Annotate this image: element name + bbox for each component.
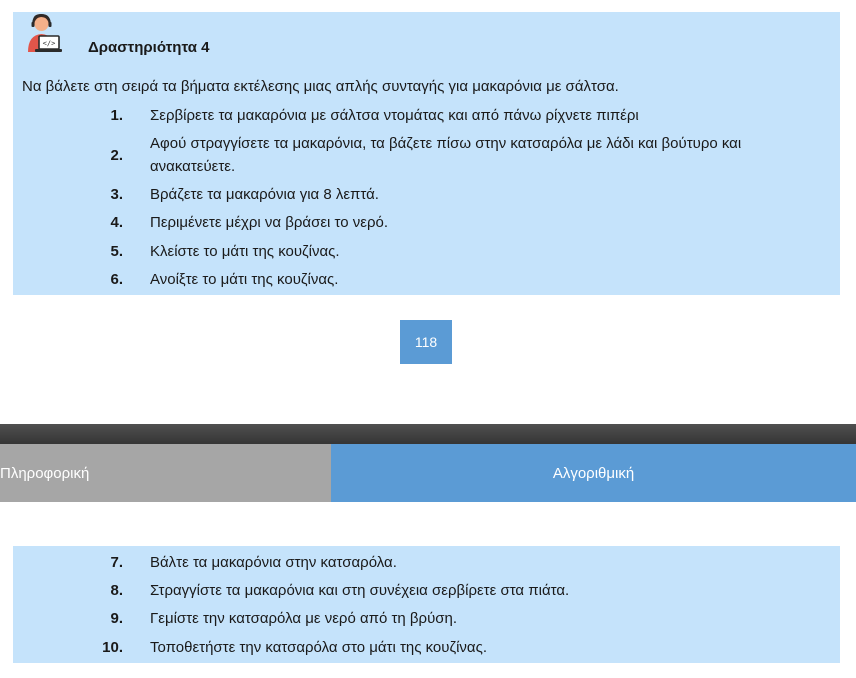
footer-chapter (331, 444, 856, 502)
step-number: 4. (110, 214, 123, 231)
step-text: Γεμίστε την κατσαρόλα με νερό από τη βρύση. (150, 610, 458, 627)
programmer-laptop-icon (23, 12, 63, 56)
step-text: Αφού στραγγίσετε τα μακαρόνια, τα βάζετε πίσω στην κατσαρόλα με λάδι και βούτυρο και ανακατεύετε. (150, 135, 742, 175)
step-text: Κλείστε το μάτι της κουζίνας. (150, 243, 340, 260)
footer-subject-label: Πληροφορική (0, 464, 90, 482)
step-text: Βάλτε τα μακαρόνια στην κατσαρόλα. (150, 554, 397, 571)
step-number: 9. (110, 610, 123, 627)
step-text: Βράζετε τα μακαρόνια για 8 λεπτά. (150, 186, 379, 203)
activity-title: Δραστηριότητα 4 (88, 39, 210, 56)
step-text: Περιμένετε μέχρι να βράσει το νερό. (150, 214, 388, 231)
page-number: 118 (400, 320, 452, 364)
step-text: Σερβίρετε τα μακαρόνια με σάλτσα ντομάτας και από πάνω ρίχνετε πιπέρι (150, 107, 639, 124)
step-number: 5. (110, 243, 123, 260)
footer-subject (0, 444, 331, 502)
step-number: 7. (110, 554, 123, 571)
step-number: 2. (110, 147, 123, 164)
step-number: 8. (110, 582, 123, 599)
svg-text:</>: </> (42, 39, 56, 48)
step-number: 1. (110, 107, 123, 124)
step-number: 3. (110, 186, 123, 203)
step-number: 10. (102, 639, 123, 656)
activity-intro: Να βάλετε στη σειρά τα βήματα εκτέλεσης μιας απλής συνταγής για μακαρόνια με σάλτσα. (22, 78, 619, 95)
step-text: Στραγγίστε τα μακαρόνια και στη συνέχεια σερβίρετε στα πιάτα. (150, 582, 570, 599)
step-number: 6. (110, 271, 123, 288)
step-text: Τοποθετήστε την κατσαρόλα στο μάτι της κουζίνας. (150, 639, 487, 656)
footer-divider-bar (0, 424, 856, 444)
footer-chapter-label: Αλγοριθμική (552, 464, 635, 482)
step-text: Ανοίξτε το μάτι της κουζίνας. (150, 271, 339, 288)
